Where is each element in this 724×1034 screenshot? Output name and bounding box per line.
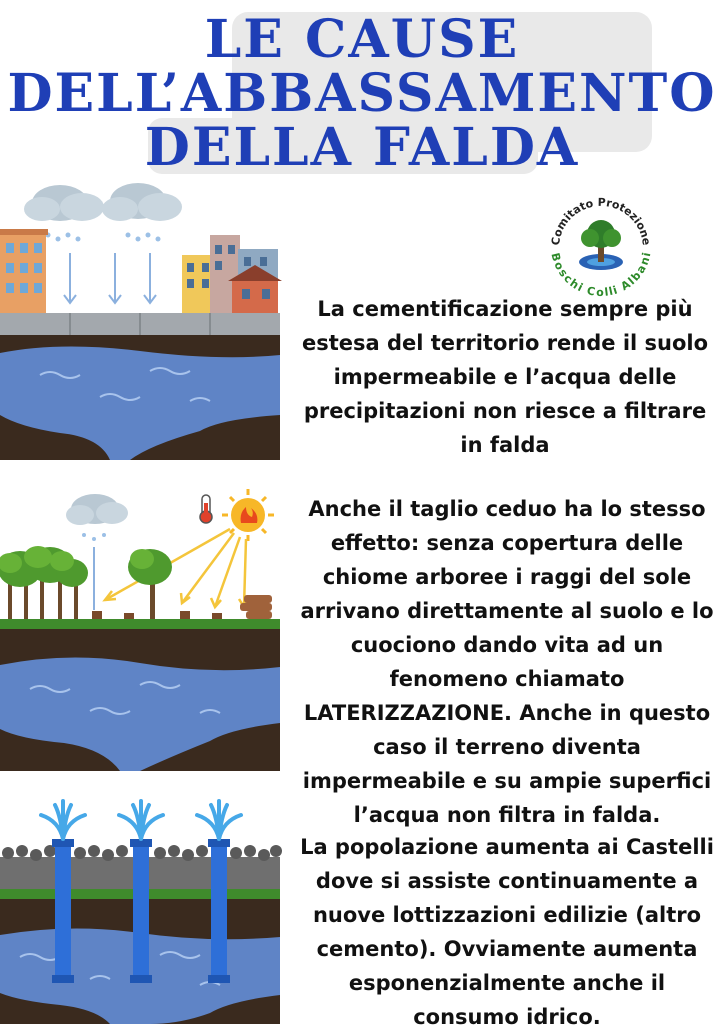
cloud-icon: [66, 494, 128, 525]
illustration-water-extraction: [0, 795, 285, 1024]
title-line-3: DELLA FALDA: [144, 117, 580, 178]
grass: [0, 619, 280, 629]
section-3-text: La popolazione aumenta ai Castelli dove si assiste continuamente a nuove lottizzazioni edilizie (altro cemento). Ovviamente aumenta esponenzialmente anche il consumo idrico.: [300, 835, 714, 1029]
title-line-2: DELL’ABBASSAMENTO: [7, 63, 717, 124]
logo: [545, 188, 657, 300]
building-icon: [182, 235, 282, 313]
section-2-text: Anche il taglio ceduo ha lo stesso effetto: senza copertura delle chiome arboree i raggi del sole arrivano direttamente al suolo e lo cuociono dando vita ad un fenomeno chiamato LATERIZZAZIONE. Anche in questo caso il terreno diventa impermeabile e su ampie superfici l’acqua non filtra in falda.: [300, 497, 714, 827]
illustration-urbanization: [0, 175, 285, 465]
tree-icon: [0, 546, 88, 620]
logs-icon: [240, 595, 272, 619]
cloud-icon: [24, 185, 104, 221]
illustration-deforestation: [0, 485, 285, 775]
logo-bottom-text-2: Colli Albani: [585, 251, 654, 300]
building-icon: [0, 229, 48, 313]
title-line-1: LE CAUSE: [204, 9, 520, 70]
sun-icon: [222, 489, 274, 541]
section-1-text: La cementificazione sempre più estesa del territorio rende il suolo impermeabile e l’acqua delle precipitazioni non riesce a filtrare in falda: [301, 297, 709, 457]
thermometer-icon: [200, 495, 212, 523]
logo-top-text: Comitato Protezione: [548, 195, 654, 247]
sun-rays: [105, 529, 249, 607]
title-area: [0, 0, 724, 180]
cloud-icon: [102, 183, 182, 221]
logo-bottom-text-1: Boschi: [548, 251, 585, 295]
rain-arrows: [64, 253, 156, 303]
